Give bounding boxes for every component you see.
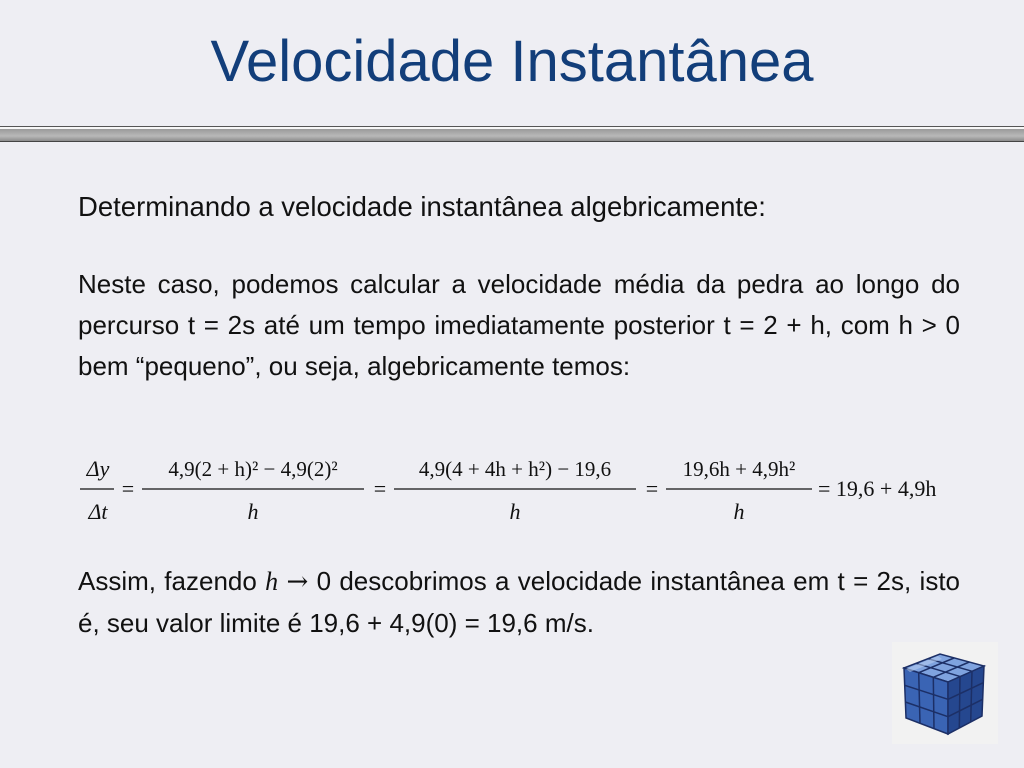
paragraph-intro: Neste caso, podemos calcular a velocidade média da pedra ao longo do percurso t = 2s até um tempo imediatamente posterior t = 2 + h, com h > 0 bem “pequeno”, ou seja, algebricamente temos: (78, 269, 960, 381)
fraction-3-numerator: 19,6h + 4,9h² (682, 457, 796, 481)
fraction-3-denominator: h (733, 499, 745, 524)
delta-fraction (80, 456, 114, 524)
slide-title: Velocidade Instantânea (210, 29, 814, 94)
paragraph-conclusion (78, 561, 960, 644)
delta-numerator: Δy (86, 456, 110, 481)
delta-denominator: Δt (88, 499, 108, 524)
title-divider (0, 126, 1024, 142)
fraction-1-denominator: h (247, 499, 259, 524)
fraction-1-numerator: 4,9(2 + h)² − 4,9(2)² (168, 457, 338, 481)
fraction-3 (666, 457, 812, 524)
equals-sign-2: = (373, 476, 387, 501)
fraction-1 (142, 457, 364, 524)
fraction-2-numerator: 4,9(4 + 4h + h²) − 19,6 (418, 457, 612, 481)
arrow-symbol: → (286, 567, 309, 597)
fraction-2 (394, 457, 636, 524)
equals-sign-3: = (645, 476, 659, 501)
equals-sign-1: = (121, 476, 135, 501)
equation-result: = 19,6 + 4,9h (818, 476, 937, 501)
conclusion-text-1: Assim, fazendo (78, 566, 257, 596)
conclusion-text-2: 0 descobrimos a velocidade instantânea em t = 2s, isto é, seu valor limite é 19,6 + 4,9(0) = 19,6 m/s. (78, 566, 961, 638)
fraction-2-denominator: h (509, 499, 521, 524)
slide-subtitle: Determinando a velocidade instantânea algebricamente: (78, 191, 766, 222)
rubiks-cube-icon (892, 642, 998, 744)
variable-h: h (265, 567, 279, 596)
